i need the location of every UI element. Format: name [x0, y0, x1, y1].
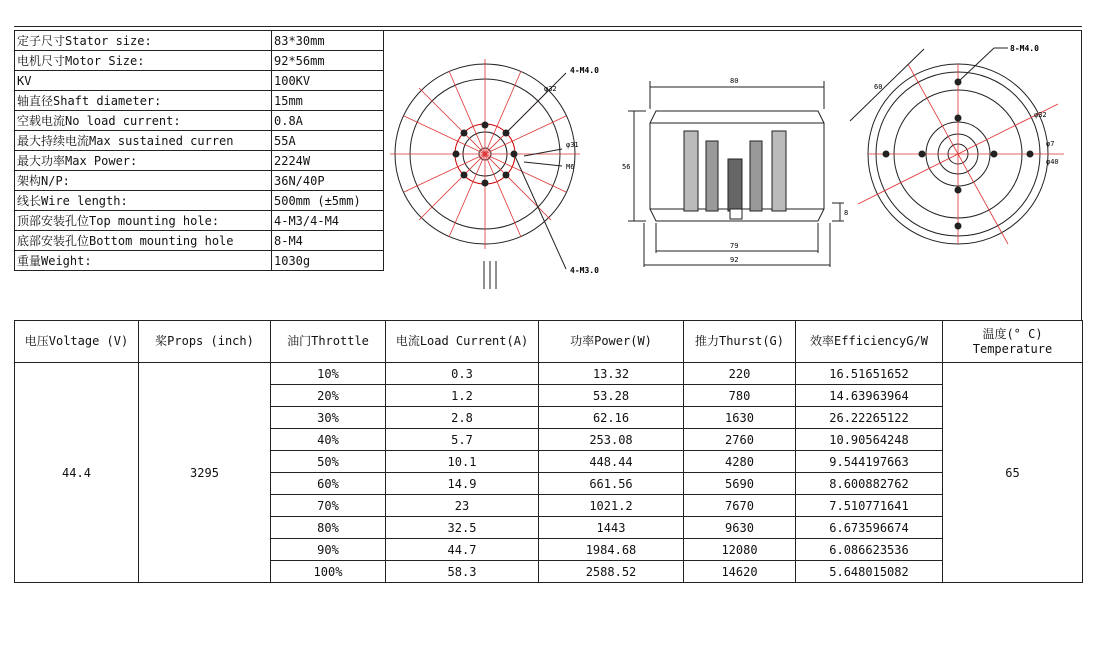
spec-value: 500mm (±5mm): [272, 191, 384, 211]
spec-label: 线长Wire length:: [15, 191, 272, 211]
label-bottom-d32: φ32: [1034, 111, 1047, 119]
spec-value: 1030g: [272, 251, 384, 271]
label-side-56: 56: [622, 163, 631, 171]
thrust-cell: 7670: [684, 495, 796, 517]
perf-header: 电压Voltage (V): [15, 321, 139, 363]
spec-label: 重量Weight:: [15, 251, 272, 271]
spec-row: [15, 131, 384, 151]
label-side-80: 80: [730, 77, 739, 85]
efficiency-cell: 9.544197663: [796, 451, 943, 473]
power-cell: 1021.2: [539, 495, 684, 517]
throttle-cell: 90%: [271, 539, 386, 561]
spec-row: [15, 211, 384, 231]
spec-label: 架构N/P:: [15, 171, 272, 191]
top-view: [390, 59, 580, 289]
spec-row: [15, 91, 384, 111]
power-cell: 13.32: [539, 363, 684, 385]
spec-value: 0.8A: [272, 111, 384, 131]
label-top-m4: 4-M4.0: [570, 66, 599, 75]
throttle-cell: 50%: [271, 451, 386, 473]
throttle-cell: 80%: [271, 517, 386, 539]
throttle-cell: 100%: [271, 561, 386, 583]
current-cell: 44.7: [386, 539, 539, 561]
efficiency-cell: 6.673596674: [796, 517, 943, 539]
efficiency-cell: 6.086623536: [796, 539, 943, 561]
spec-value: 15mm: [272, 91, 384, 111]
label-side-79: 79: [730, 242, 739, 250]
efficiency-cell: 5.648015082: [796, 561, 943, 583]
efficiency-cell: 16.51651652: [796, 363, 943, 385]
spec-row: [15, 151, 384, 171]
spec-label: KV: [15, 71, 272, 91]
spec-value: 83*30mm: [272, 31, 384, 51]
perf-header: 电流Load Current(A): [386, 321, 539, 363]
thrust-cell: 9630: [684, 517, 796, 539]
props-cell: 3295: [139, 363, 271, 583]
power-cell: 448.44: [539, 451, 684, 473]
side-view: [628, 81, 844, 267]
thrust-cell: 5690: [684, 473, 796, 495]
table-row: [15, 363, 1083, 385]
efficiency-cell: 26.22265122: [796, 407, 943, 429]
spec-label: 最大功率Max Power:: [15, 151, 272, 171]
throttle-cell: 60%: [271, 473, 386, 495]
thrust-cell: 4280: [684, 451, 796, 473]
current-cell: 14.9: [386, 473, 539, 495]
efficiency-cell: 8.600882762: [796, 473, 943, 495]
spec-row: [15, 111, 384, 131]
current-cell: 0.3: [386, 363, 539, 385]
spec-value: 2224W: [272, 151, 384, 171]
label-top-m3: 4-M3.0: [570, 266, 599, 275]
performance-table: [14, 320, 1083, 583]
top-border: [14, 26, 1082, 27]
label-bottom-d7: φ7: [1046, 140, 1055, 148]
spec-label: 空载电流No load current:: [15, 111, 272, 131]
spec-row: [15, 171, 384, 191]
perf-header: 温度(° C) Temperature: [943, 321, 1083, 363]
spec-row: [15, 231, 384, 251]
label-side-92: 92: [730, 256, 739, 264]
label-bottom-d40: φ40: [1046, 158, 1059, 166]
temperature-cell: 65: [943, 363, 1083, 583]
spec-row: [15, 251, 384, 271]
label-top-d31: φ31: [566, 141, 579, 149]
thrust-cell: 780: [684, 385, 796, 407]
label-top-m6: M6: [566, 163, 575, 171]
bottom-view: [850, 48, 1064, 244]
thrust-cell: 220: [684, 363, 796, 385]
voltage-cell: 44.4: [15, 363, 139, 583]
efficiency-cell: 7.510771641: [796, 495, 943, 517]
spec-value: 55A: [272, 131, 384, 151]
thrust-cell: 2760: [684, 429, 796, 451]
throttle-cell: 20%: [271, 385, 386, 407]
spec-value: 92*56mm: [272, 51, 384, 71]
efficiency-cell: 10.90564248: [796, 429, 943, 451]
thrust-cell: 12080: [684, 539, 796, 561]
power-cell: 661.56: [539, 473, 684, 495]
spec-value: 8-M4: [272, 231, 384, 251]
label-top-d32: φ32: [544, 85, 557, 93]
spec-label: 最大持续电流Max sustained curren: [15, 131, 272, 151]
label-bottom-m4: 8-M4.0: [1010, 44, 1039, 53]
power-cell: 1443: [539, 517, 684, 539]
power-cell: 253.08: [539, 429, 684, 451]
current-cell: 1.2: [386, 385, 539, 407]
perf-header: 油门Throttle: [271, 321, 386, 363]
perf-header: 推力Thurst(G): [684, 321, 796, 363]
spec-row: [15, 71, 384, 91]
technical-drawing: [384, 30, 1082, 320]
power-cell: 2588.52: [539, 561, 684, 583]
power-cell: 1984.68: [539, 539, 684, 561]
spec-row: [15, 31, 384, 51]
throttle-cell: 40%: [271, 429, 386, 451]
thrust-cell: 1630: [684, 407, 796, 429]
power-cell: 62.16: [539, 407, 684, 429]
thrust-cell: 14620: [684, 561, 796, 583]
label-bottom-60: 60: [874, 83, 883, 91]
power-cell: 53.28: [539, 385, 684, 407]
throttle-cell: 70%: [271, 495, 386, 517]
perf-header: 桨Props (inch): [139, 321, 271, 363]
spec-table: [14, 30, 384, 271]
spec-row: [15, 51, 384, 71]
spec-label: 定子尺寸Stator size:: [15, 31, 272, 51]
current-cell: 32.5: [386, 517, 539, 539]
current-cell: 10.1: [386, 451, 539, 473]
current-cell: 23: [386, 495, 539, 517]
efficiency-cell: 14.63963964: [796, 385, 943, 407]
spec-label: 顶部安装孔位Top mounting hole:: [15, 211, 272, 231]
spec-label: 轴直径Shaft diameter:: [15, 91, 272, 111]
throttle-cell: 10%: [271, 363, 386, 385]
perf-header: 功率Power(W): [539, 321, 684, 363]
current-cell: 2.8: [386, 407, 539, 429]
perf-header: 效率EfficiencyG/W: [796, 321, 943, 363]
drawing-svg: [384, 31, 1082, 321]
spec-label: 底部安装孔位Bottom mounting hole: [15, 231, 272, 251]
current-cell: 5.7: [386, 429, 539, 451]
spec-value: 4-M3/4-M4: [272, 211, 384, 231]
throttle-cell: 30%: [271, 407, 386, 429]
current-cell: 58.3: [386, 561, 539, 583]
spec-label: 电机尺寸Motor Size:: [15, 51, 272, 71]
spec-value: 100KV: [272, 71, 384, 91]
spec-row: [15, 191, 384, 211]
spec-value: 36N/40P: [272, 171, 384, 191]
label-side-8: 8: [844, 209, 849, 217]
